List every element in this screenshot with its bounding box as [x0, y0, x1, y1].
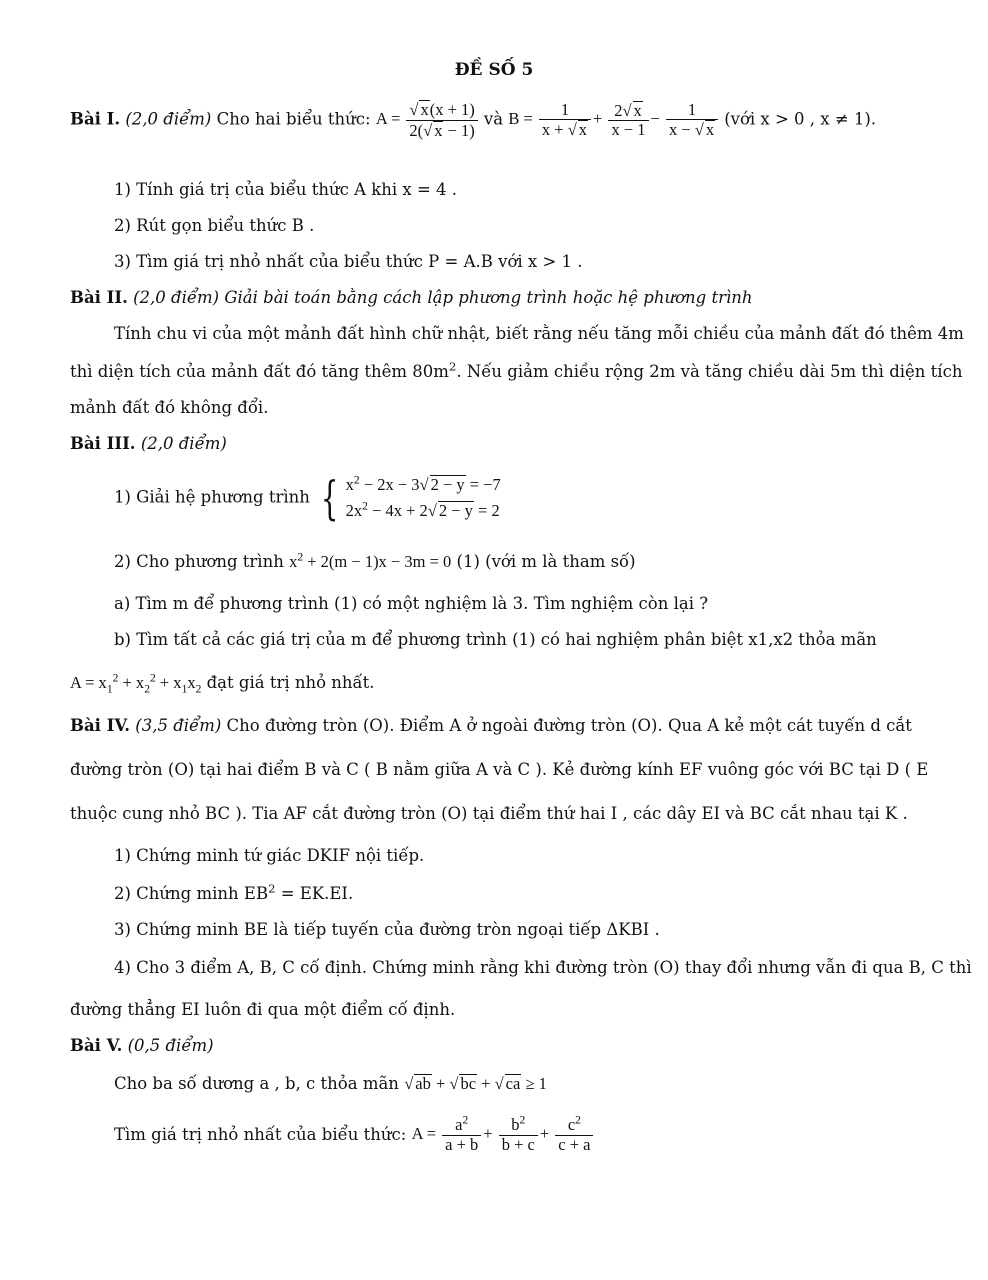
bai5-condition: √ ab + √ bc + √ ca ≥ 1 — [404, 1074, 547, 1093]
bai5-heading — [70, 1036, 214, 1056]
bai2-heading — [70, 288, 753, 308]
bai3-question-1 — [114, 472, 501, 523]
equation-system: $x^2 - 2x - 3√$ 2 − y = −7 $2x^2 - 4x + 2√$ 2 − y = 2 — [345, 474, 501, 520]
bai3-q2-suffix: (1) (với m là tham số) — [456, 552, 636, 571]
bai2-p2b: . Nếu giảm chiều rộng 2m và tăng chiều dài 5m thì diện tích — [456, 362, 963, 381]
bai1-question-3: 3) Tìm giá trị nhỏ nhất của biểu thức P = A.B với x > 1 . — [114, 252, 583, 271]
bai5-line-2 — [114, 1116, 595, 1155]
expression-A: A = $\frac{√ x(x + 1)}{2(√ x - 1)}$ — [376, 109, 484, 128]
bai4-l1: Cho đường tròn (O). Điểm A ở ngoài đường tròn (O). Qua A kẻ một cát tuyến d cắt — [226, 716, 912, 735]
bai3-question-b-line2 — [70, 672, 375, 696]
bai4-q2b: = EK.EI. — [275, 884, 354, 903]
bai2-paragraph-1: Tính chu vi của một mảnh đất hình chữ nhật, biết rằng nếu tăng mỗi chiều của mảnh đất đó thêm 4m — [114, 324, 964, 343]
bai1-points: (2,0 điểm) — [125, 109, 212, 129]
bai1-intro: Cho hai biểu thức: — [216, 109, 371, 129]
bai4-question-2: 2) Chứng minh $EB^2 = EK.EI$. — [114, 881, 354, 903]
system-brace: { — [320, 470, 339, 525]
bai4-points: (3,5 điểm) — [135, 716, 222, 735]
bai4-question-4: 4) Cho 3 điểm A, B, C cố định. Chứng minh rằng khi đường tròn (O) thay đổi nhưng vẫn đi qua B, C thì — [114, 958, 972, 977]
bai1-question-2: 2) Rút gọn biểu thức B . — [114, 216, 315, 235]
bai2-label: Bài II. — [70, 288, 128, 307]
bai5-points: (0,5 điểm) — [127, 1036, 214, 1055]
bai3-question-2 — [114, 552, 636, 572]
bai4-question-3: 3) Chứng minh BE là tiếp tuyến của đường tròn ngoại tiếp ΔKBI . — [114, 920, 660, 939]
bai3-points: (2,0 điểm) — [140, 434, 227, 453]
bai4-label: Bài IV. — [70, 716, 131, 735]
bai1-question-1: 1) Tính giá trị của biểu thức A khi x = 4 . — [114, 180, 458, 199]
equation-1: $x^2 + 2(m - 1)x - 3m = 0$ — [289, 551, 452, 571]
bai3-question-a: a) Tìm m để phương trình (1) có một nghiệm là 3. Tìm nghiệm còn lại ? — [114, 594, 709, 613]
expression-B: B = $\frac{1}{x + √ x}$ + $\frac{2√ x}{x - 1}$ − $\frac{1}{x - √ x}$ — [508, 109, 724, 128]
expression-A-roots: $A = x_1^2 + x_2^2 + x_1x_2$ — [70, 672, 202, 696]
bai5-label: Bài V. — [70, 1036, 123, 1055]
exam-title: ĐỀ SỐ 5 — [454, 60, 534, 80]
bai1-label: Bài I. — [70, 109, 121, 129]
bai4-question-1: 1) Chứng minh tứ giác DKIF nội tiếp. — [114, 846, 425, 865]
bai2-task: (2,0 điểm) Giải bài toán bằng cách lập phương trình hoặc hệ phương trình — [133, 288, 753, 307]
bai3-question-b-line1: b) Tìm tất cả các giá trị của m để phương trình (1) có hai nghiệm phân biệt x1,x2 thỏa mãn — [114, 630, 877, 649]
bai1-and: và — [483, 109, 504, 129]
bai1-condition: (với x > 0 , x ≠ 1). — [724, 109, 877, 129]
bai4-question-4-cont: đường thẳng EI luôn đi qua một điểm cố định. — [70, 1000, 456, 1019]
bai4-line-1 — [70, 716, 912, 736]
bai5-expression: A = $\frac{a^2}{a + b}$ + $\frac{b^2}{b + c}$ + $\frac{c^2}{c + a}$ — [412, 1124, 596, 1143]
bai2-paragraph-2: thì diện tích của mảnh đất đó tăng thêm $80m^2$. Nếu giảm chiều rộng 2m và tăng chiều dài 5m thì diện tích — [70, 359, 963, 381]
bai2-p2a: thì diện tích của mảnh đất đó tăng thêm 80m — [70, 362, 449, 381]
bai5-line-1 — [114, 1074, 547, 1094]
bai4-q2a: 2) Chứng minh EB — [114, 884, 269, 903]
bai3-qb-suffix: đạt giá trị nhỏ nhất. — [206, 673, 375, 692]
bai1-statement — [70, 100, 876, 141]
bai3-q2-prefix: 2) Cho phương trình — [114, 552, 284, 571]
bai4-line-3: thuộc cung nhỏ BC ). Tia AF cắt đường tròn (O) tại điểm thứ hai I , các dây EI và BC cắt nhau tại K . — [70, 804, 908, 823]
bai5-l2-prefix: Tìm giá trị nhỏ nhất của biểu thức: — [114, 1124, 407, 1144]
bai4-line-2: đường tròn (O) tại hai điểm B và C ( B nằm giữa A và C ). Kẻ đường kính EF vuông góc với BC tại D ( E — [70, 760, 929, 779]
bai3-heading — [70, 434, 227, 454]
bai2-paragraph-3: mảnh đất đó không đổi. — [70, 398, 269, 417]
bai3-label: Bài III. — [70, 434, 136, 453]
bai5-l1-prefix: Cho ba số dương a , b, c thỏa mãn — [114, 1074, 399, 1093]
bai3-q1-text: 1) Giải hệ phương trình — [114, 487, 310, 507]
